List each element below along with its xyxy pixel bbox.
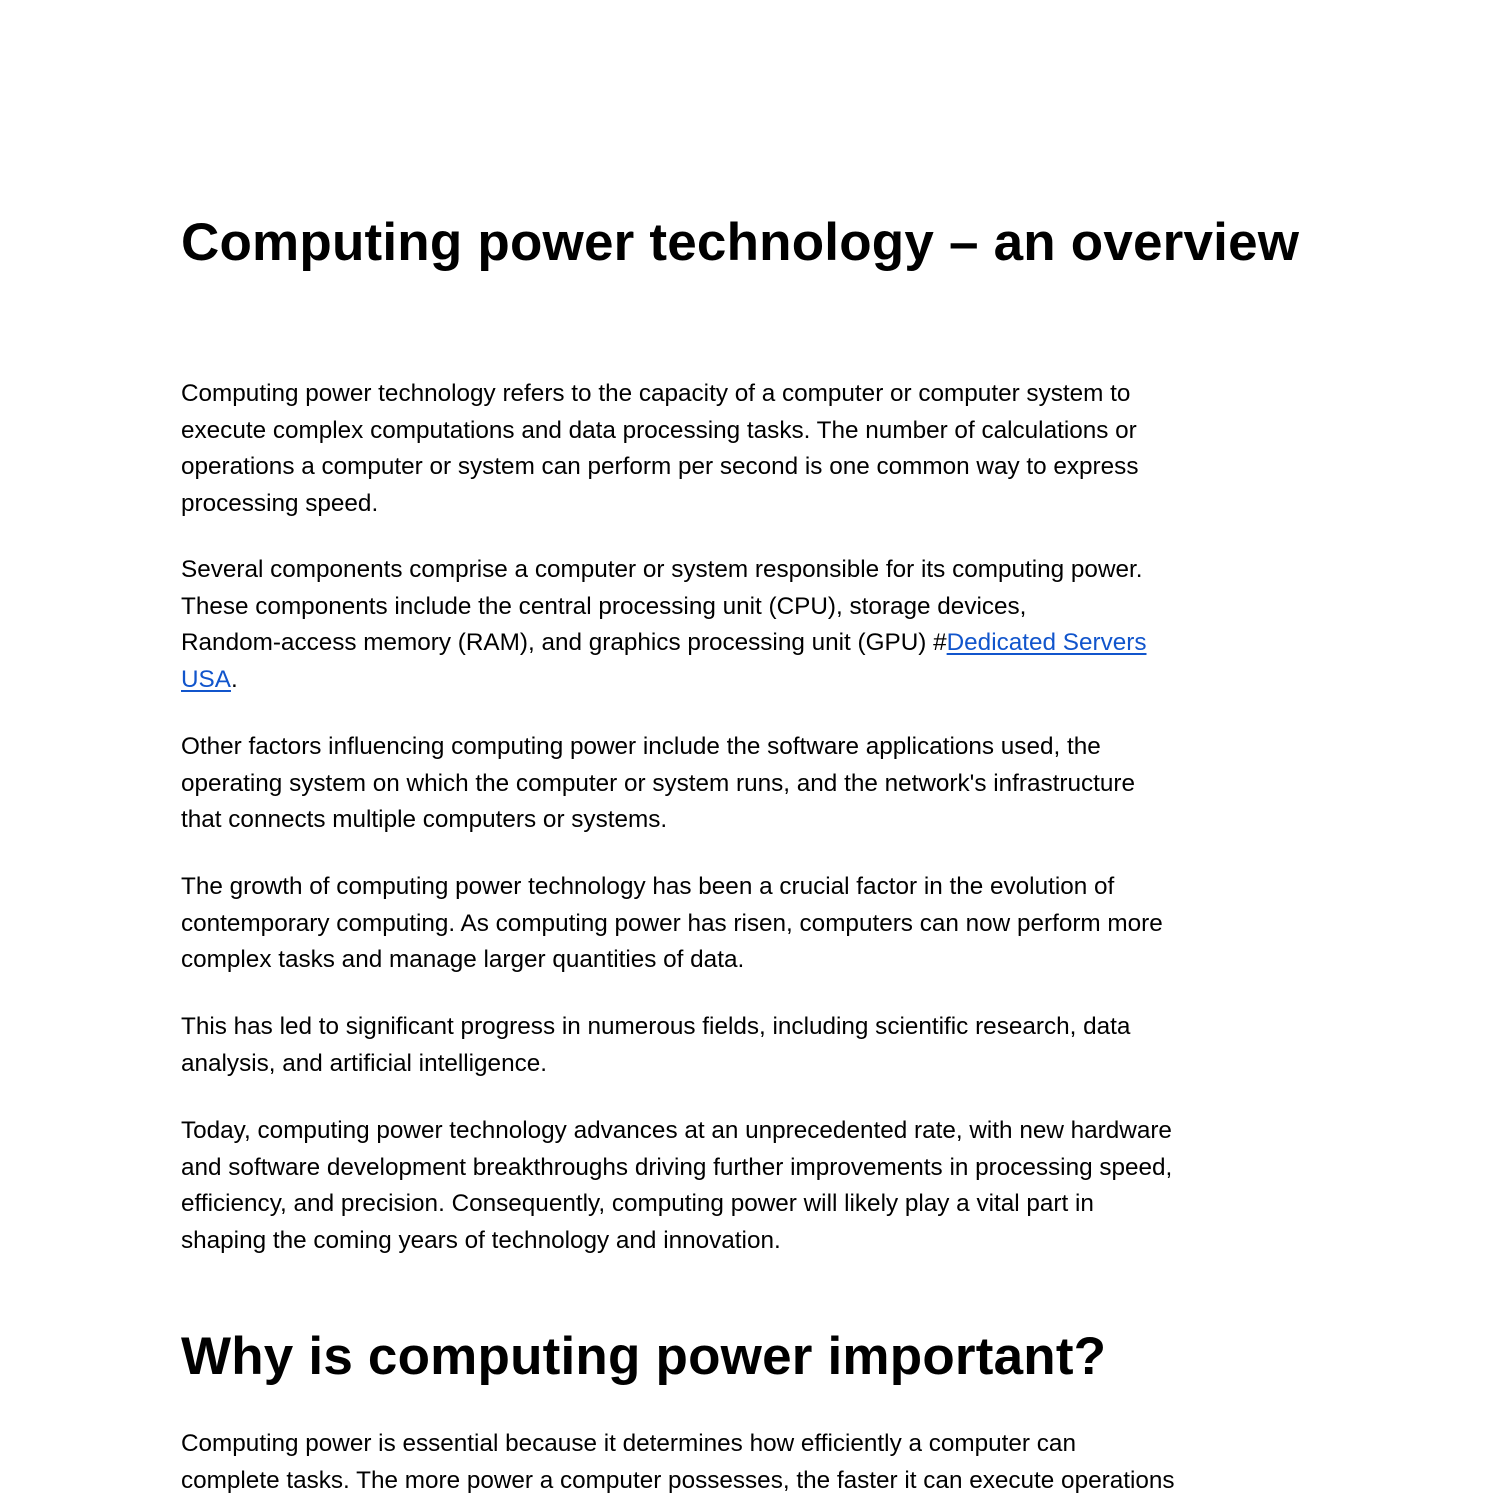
text-line [181, 625, 1147, 662]
text-line: processing speed. [181, 489, 379, 517]
text-line [181, 662, 1147, 699]
paragraph-components [181, 552, 1147, 698]
text-line: operating system on which the computer or system runs, and the network's infrastructure [181, 769, 1135, 797]
text-line: This has led to significant progress in numerous fields, including scientific research, data [181, 1013, 1131, 1040]
text-line: complete tasks. The more power a computer possesses, the faster it can execute operations [181, 1466, 1175, 1494]
text-line: shaping the coming years of technology and innovation. [181, 1226, 781, 1254]
paragraph-growth [181, 869, 1163, 979]
text-line: complex tasks and manage larger quantities of data. [181, 946, 745, 974]
text-line: Computing power technology refers to the capacity of a computer or computer system to [181, 380, 1131, 407]
document-title: Computing power technology – an overview [181, 213, 1300, 272]
paragraph-other-factors [181, 729, 1135, 839]
text-line: The growth of computing power technology has been a crucial factor in the evolution of [181, 873, 1115, 900]
dedicated-servers-usa-link[interactable]: Dedicated Servers [946, 629, 1147, 657]
paragraph-progress [181, 1009, 1130, 1082]
text-segment: . [230, 665, 238, 693]
text-line: execute complex computations and data processing tasks. The number of calculations or [181, 416, 1137, 444]
text-line: analysis, and artificial intelligence. [181, 1049, 547, 1077]
text-line: and software development breakthroughs driving further improvements in processing speed, [181, 1153, 1173, 1181]
text-line: These components include the central processing unit (CPU), storage devices, [181, 592, 1027, 620]
text-segment: Random-access memory (RAM), and graphics processing unit (GPU) # [181, 629, 947, 657]
text-line: Several components comprise a computer or system responsible for its computing power. [181, 556, 1143, 583]
paragraph-today [181, 1113, 1172, 1259]
text-line: Today, computing power technology advances at an unprecedented rate, with new hardware [181, 1117, 1172, 1144]
text-line: contemporary computing. As computing power has risen, computers can now perform more [181, 909, 1163, 937]
paragraph-definition [181, 376, 1138, 522]
text-line: efficiency, and precision. Consequently, computing power will likely play a vital part in [181, 1190, 1094, 1218]
text-line: Computing power is essential because it determines how efficiently a computer can [181, 1430, 1076, 1457]
text-line: operations a computer or system can perform per second is one common way to express [181, 453, 1139, 481]
text-line: that connects multiple computers or systems. [181, 806, 668, 834]
text-line: Other factors influencing computing power include the software applications used, the [181, 733, 1101, 760]
section-heading-importance: Why is computing power important? [181, 1327, 1107, 1386]
dedicated-servers-usa-link-continued[interactable]: USA [181, 665, 231, 693]
paragraph-importance [181, 1426, 1175, 1499]
